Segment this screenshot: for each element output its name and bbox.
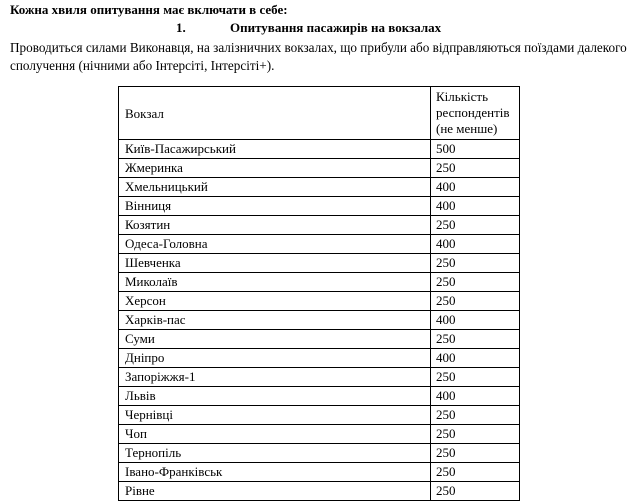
table-row — [119, 273, 520, 292]
table-row — [119, 197, 520, 216]
cell-count: 250 — [431, 216, 520, 235]
cell-count: 250 — [431, 463, 520, 482]
section-heading — [0, 18, 638, 36]
column-header-count-line2: респондентів — [436, 105, 510, 120]
cell-station: Одеса-Головна — [119, 235, 431, 254]
cell-count: 250 — [431, 368, 520, 387]
table-row — [119, 235, 520, 254]
intro-paragraph: Проводиться силами Виконавця, на залізничних вокзалах, що прибули або відправляються поїздами далекого сполучення (нічними або Інтерсіті, Інтерсіті+). — [10, 40, 627, 73]
document-title: Кожна хвиля опитування має включати в себе: — [10, 2, 288, 17]
survey-table-container — [118, 86, 519, 501]
cell-station: Харків-пас — [119, 311, 431, 330]
cell-count: 400 — [431, 311, 520, 330]
cell-count: 250 — [431, 425, 520, 444]
cell-station: Миколаїв — [119, 273, 431, 292]
section-heading-text: Опитування пасажирів на вокзалах — [230, 20, 442, 35]
table-row — [119, 330, 520, 349]
cell-count: 500 — [431, 140, 520, 159]
table-row — [119, 254, 520, 273]
cell-count: 400 — [431, 197, 520, 216]
table-header — [119, 87, 520, 140]
cell-count: 250 — [431, 273, 520, 292]
table-row — [119, 444, 520, 463]
table-row — [119, 216, 520, 235]
cell-station: Запоріжжя-1 — [119, 368, 431, 387]
cell-station: Чернівці — [119, 406, 431, 425]
cell-station: Хмельницький — [119, 178, 431, 197]
cell-station: Шевченка — [119, 254, 431, 273]
cell-station: Тернопіль — [119, 444, 431, 463]
cell-count: 400 — [431, 349, 520, 368]
cell-count: 400 — [431, 178, 520, 197]
table-row — [119, 463, 520, 482]
table-row — [119, 140, 520, 159]
table-row — [119, 482, 520, 501]
table-row — [119, 178, 520, 197]
cell-station: Київ-Пасажирський — [119, 140, 431, 159]
cell-count: 250 — [431, 444, 520, 463]
table-row — [119, 387, 520, 406]
cell-count: 250 — [431, 254, 520, 273]
table-row — [119, 406, 520, 425]
table-row — [119, 292, 520, 311]
cell-count: 250 — [431, 292, 520, 311]
table-row — [119, 311, 520, 330]
cell-count: 400 — [431, 235, 520, 254]
table-row — [119, 159, 520, 178]
column-header-count-line3: (не менше) — [436, 121, 498, 136]
cell-count: 250 — [431, 159, 520, 178]
column-header-count — [431, 87, 520, 140]
cell-station: Козятин — [119, 216, 431, 235]
cell-station: Івано-Франківськ — [119, 463, 431, 482]
cell-count: 250 — [431, 406, 520, 425]
cell-station: Дніпро — [119, 349, 431, 368]
cell-station: Львів — [119, 387, 431, 406]
survey-table — [118, 86, 520, 501]
table-body — [119, 140, 520, 501]
cell-station: Чоп — [119, 425, 431, 444]
table-header-row — [119, 87, 520, 140]
column-header-station: Вокзал — [119, 87, 431, 140]
cell-station: Суми — [119, 330, 431, 349]
table-row — [119, 368, 520, 387]
table-row — [119, 349, 520, 368]
cell-station: Рівне — [119, 482, 431, 501]
section-number: 1. — [176, 20, 186, 35]
cell-station: Жмеринка — [119, 159, 431, 178]
cell-count: 250 — [431, 482, 520, 501]
table-row — [119, 425, 520, 444]
column-header-count-line1: Кількість — [436, 89, 489, 104]
cell-station: Херсон — [119, 292, 431, 311]
cell-station: Вінниця — [119, 197, 431, 216]
cell-count: 400 — [431, 387, 520, 406]
cell-count: 250 — [431, 330, 520, 349]
